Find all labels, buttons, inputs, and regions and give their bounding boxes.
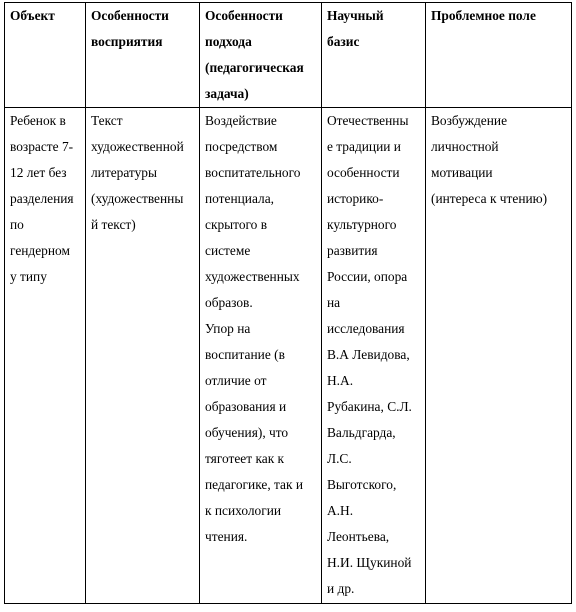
comparison-table bbox=[4, 2, 572, 604]
cell-approach-features: Воздействие посредством воспитательного потенциала, скрытого в системе художественных образов. Упор на воспитание (в отличие от образования и обучения), что тяготеет как к педагогике, так и к психологии чтения. bbox=[200, 108, 322, 604]
header-scientific-basis: Научный базис bbox=[322, 3, 426, 108]
cell-object: Ребенок в возрасте 7- 12 лет без разделения по гендерном у типу bbox=[5, 108, 86, 604]
table-row bbox=[5, 108, 572, 604]
header-perception-features: Особенности восприятия bbox=[86, 3, 200, 108]
header-row bbox=[5, 3, 572, 108]
header-approach-features: Особенности подхода (педагогическая задача) bbox=[200, 3, 322, 108]
header-problem-field: Проблемное поле bbox=[426, 3, 572, 108]
cell-problem-field: Возбуждение личностной мотивации (интереса к чтению) bbox=[426, 108, 572, 604]
cell-perception-features: Текст художественной литературы (художественны й текст) bbox=[86, 108, 200, 604]
cell-scientific-basis: Отечественны е традиции и особенности историко- культурного развития России, опора на исследования В.А Левидова, Н.А. Рубакина, С.Л. Вальдгарда, Л.С. Выготского, А.Н. Леонтьева, Н.И. Щукиной и др. bbox=[322, 108, 426, 604]
header-object: Объект bbox=[5, 3, 86, 108]
